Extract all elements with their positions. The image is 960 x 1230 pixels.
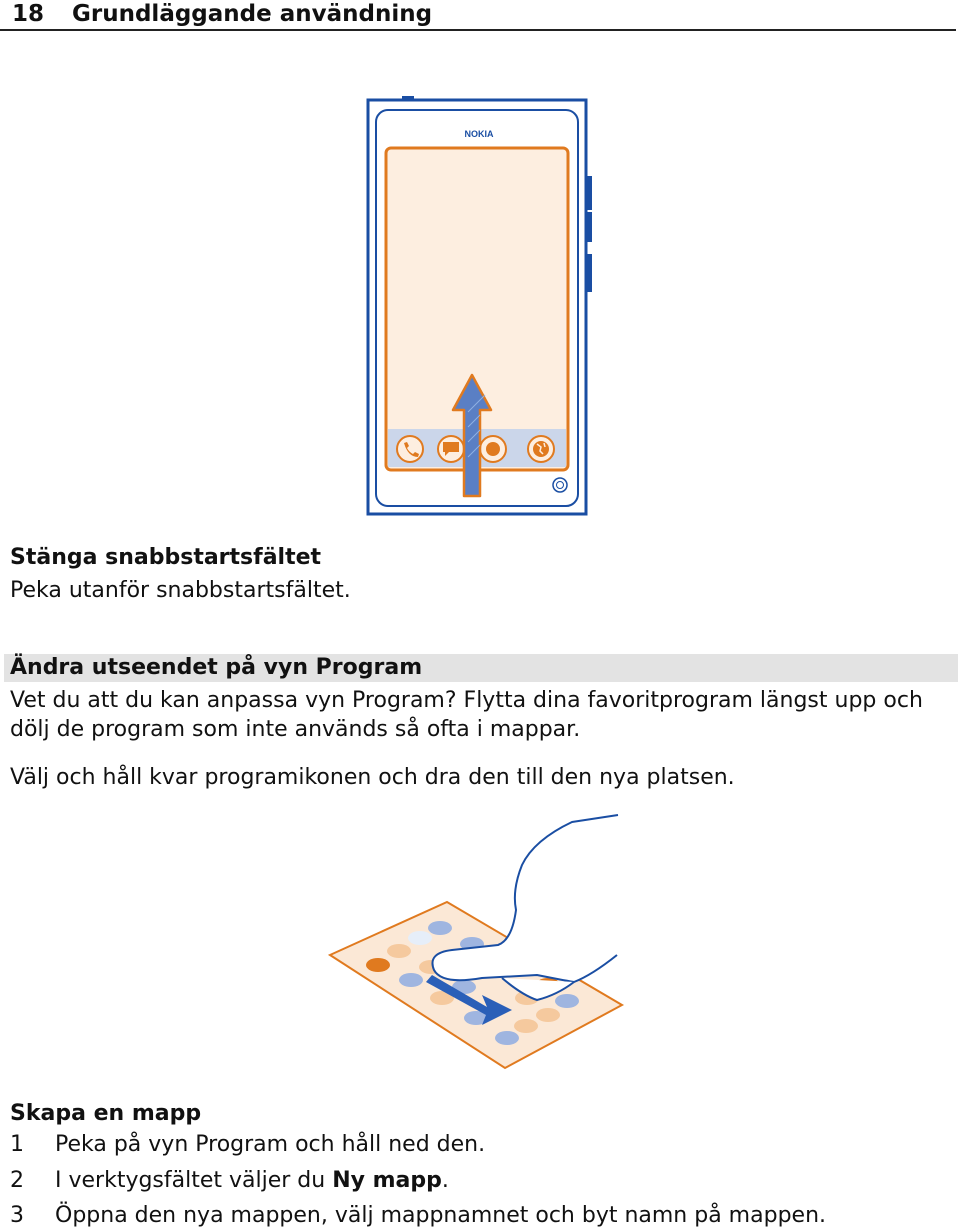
section-body-close: Peka utanför snabbstartsfältet. <box>10 578 351 603</box>
camera-icon <box>480 436 506 462</box>
step-text-part: . <box>441 1168 449 1193</box>
step-number: 3 <box>10 1203 24 1228</box>
new-folder-term: Ny mapp <box>332 1168 442 1193</box>
section-heading-appearance: Ändra utseendet på vyn Program <box>10 655 423 680</box>
step-number: 1 <box>10 1132 24 1157</box>
home-button-icon <box>553 478 567 492</box>
section-heading-close: Stänga snabbstartsfältet <box>10 545 322 570</box>
drag-icon-illustration <box>320 810 630 1075</box>
browser-icon <box>528 436 554 462</box>
brand-logo: NOKIA <box>464 129 494 139</box>
step-text <box>55 1166 449 1195</box>
hand-icon <box>432 815 618 1000</box>
step-text-part: I verktygsfältet väljer du <box>55 1168 333 1193</box>
message-icon <box>438 436 464 462</box>
step-text: Öppna den nya mappen, välj mappnamnet och byt namn på mappen. <box>55 1203 826 1228</box>
page-number: 18 <box>12 1 45 27</box>
step-text: Peka på vyn Program och håll ned den. <box>55 1132 486 1157</box>
step-number: 2 <box>10 1168 24 1193</box>
paragraph-line: dölj de program som inte används så ofta i mappar. <box>10 717 581 742</box>
section-heading-folder: Skapa en mapp <box>10 1101 202 1126</box>
phone-illustration <box>360 92 596 522</box>
paragraph-instruction: Välj och håll kvar programikonen och dra den till den nya platsen. <box>10 765 735 790</box>
phone-call-icon <box>397 436 423 462</box>
paragraph-line: Vet du att du kan anpassa vyn Program? Flytta dina favoritprogram längst upp och <box>10 688 923 713</box>
chapter-title: Grundläggande användning <box>72 1 433 27</box>
page-header <box>0 0 956 31</box>
